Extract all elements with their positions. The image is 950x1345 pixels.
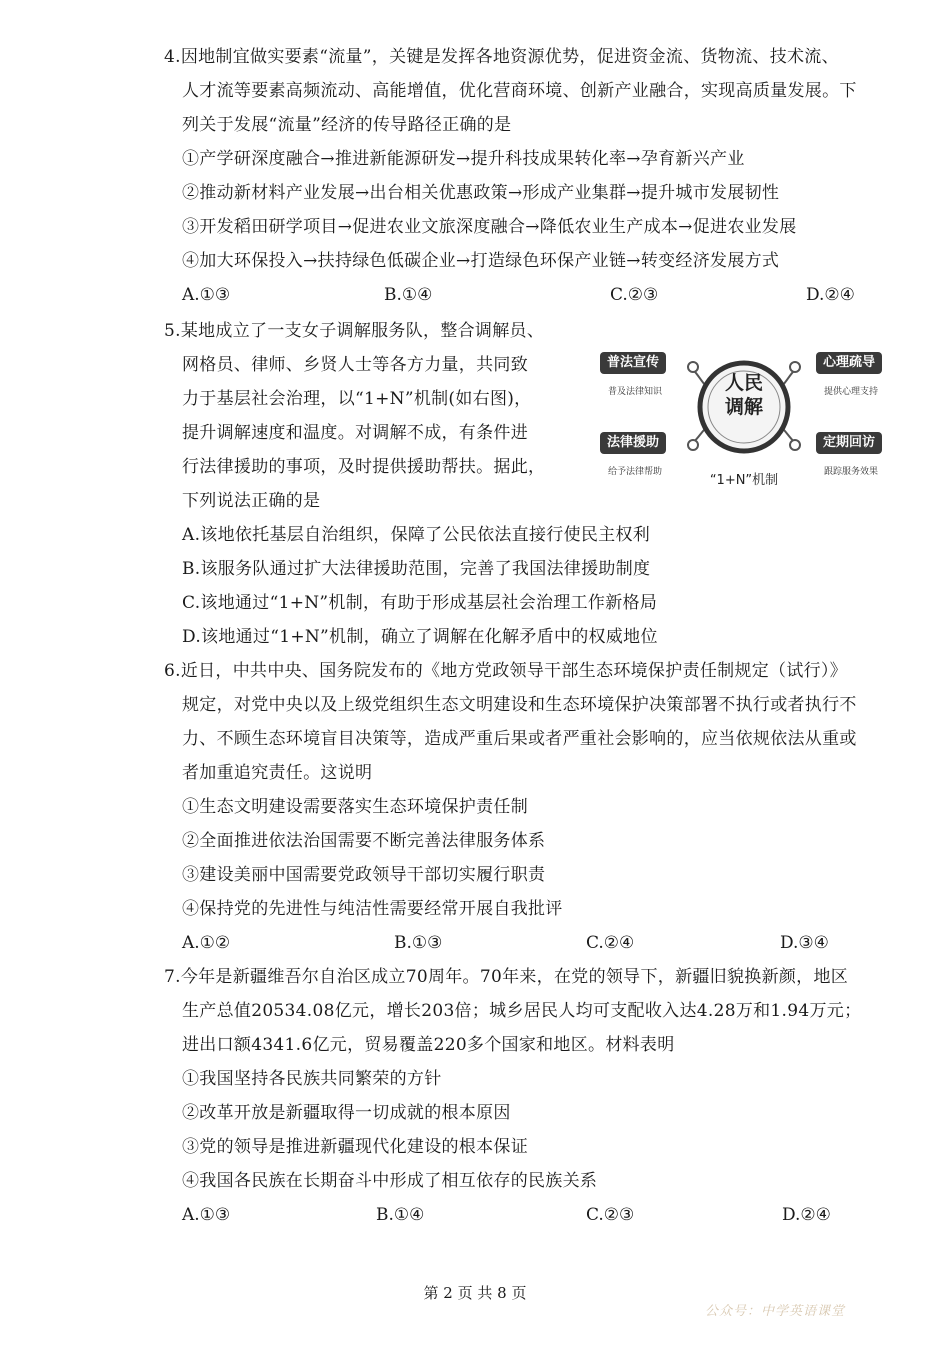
q5-option-a: A.该地依托基层自治组织，保障了公民依法直接行使民主权利	[182, 525, 651, 545]
q7-option-d: D.②④	[782, 1205, 831, 1225]
q4-stem-line-2: 人才流等要素高频流动、高能增值，优化营商环境、创新产业融合，实现高质量发展。下	[182, 81, 857, 101]
q5-option-b: B.该服务队通过扩大法律援助范围，完善了我国法律援助制度	[182, 559, 651, 579]
q7-stem-line-2: 生产总值20534.08亿元，增长203倍；城乡居民人均可支配收入达4.28万和1.94万元；	[182, 1001, 862, 1021]
diagram-node-psych-counsel: 心理疏导	[816, 352, 882, 374]
q6-stem-line-3: 力、不顾生态环境盲目决策等，造成严重后果或者严重社会影响的，应当依规依法从重或	[182, 729, 857, 749]
q5-stem-line-3: 力于基层社会治理，以“1+N”机制(如右图)，	[182, 389, 532, 409]
mediation-mechanism-diagram	[588, 340, 900, 500]
q4-item-4: ④加大环保投入→扶持绿色低碳企业→打造绿色环保产业链→转变经济发展方式	[182, 251, 780, 271]
q5-stem-line-1: 5.某地成立了一支女子调解服务队，整合调解员、	[164, 321, 545, 341]
q5-stem-line-6: 下列说法正确的是	[182, 491, 321, 511]
diagram-node-legal-aid-sub: 给予法律帮助	[608, 467, 663, 477]
diagram-node-law-promotion: 普法宣传	[600, 352, 666, 374]
diagram-node-psych-counsel-sub: 提供心理支持	[824, 387, 879, 397]
diagram-center-line-2: 调解	[724, 396, 763, 418]
q4-option-c: C.②③	[610, 285, 659, 305]
q4-option-a: A.①③	[182, 285, 231, 305]
page-number-footer: 第 2 页 共 8 页	[423, 1284, 527, 1302]
diagram-node-follow-up: 定期回访	[816, 432, 882, 454]
diagram-node-follow-up-sub: 跟踪服务效果	[824, 467, 879, 477]
q6-option-a: A.①②	[182, 933, 231, 953]
q4-item-3: ③开发稻田研学项目→促进农业文旅深度融合→降低农业生产成本→促进农业发展	[182, 217, 797, 237]
q4-option-d: D.②④	[806, 285, 855, 305]
q6-stem-line-4: 者加重追究责任。这说明	[182, 763, 373, 783]
q7-option-b: B.①④	[376, 1205, 425, 1225]
diagram-node-legal-aid: 法律援助	[600, 432, 666, 454]
q4-stem-line-1: 4.因地制宜做实要素“流量”，关键是发挥各地资源优势，促进资金流、货物流、技术流、	[164, 47, 839, 67]
q6-stem-line-2: 规定，对党中央以及上级党组织生态文明建设和生态环境保护决策部署不执行或者执行不	[182, 695, 857, 715]
diagram-center-line-1: 人民	[724, 372, 763, 394]
q4-stem-line-3: 列关于发展“流量”经济的传导路径正确的是	[182, 115, 512, 135]
q6-item-3: ③建设美丽中国需要党政领导干部切实履行职责	[182, 865, 546, 885]
q5-option-c: C.该地通过“1+N”机制，有助于形成基层社会治理工作新格局	[182, 593, 658, 613]
diagram-node-law-promotion-sub: 普及法律知识	[608, 387, 663, 397]
q7-item-3: ③党的领导是推进新疆现代化建设的根本保证	[182, 1137, 528, 1157]
q4-item-1: ①产学研深度融合→推进新能源研发→提升科技成果转化率→孕育新兴产业	[182, 149, 745, 169]
q5-stem-line-5: 行法律援助的事项，及时提供援助帮扶。据此，	[182, 457, 546, 477]
q5-stem-line-2: 网格员、律师、乡贤人士等各方力量，共同致	[182, 355, 528, 375]
q7-option-a: A.①③	[182, 1205, 231, 1225]
q6-item-1: ①生态文明建设需要落实生态环境保护责任制	[182, 797, 528, 817]
q6-item-4: ④保持党的先进性与纯洁性需要经常开展自我批评	[182, 899, 563, 919]
q6-option-c: C.②④	[586, 933, 635, 953]
diagram-center-label	[707, 371, 781, 419]
q6-stem-line-1: 6.近日，中共中央、国务院发布的《地方党政领导干部生态环境保护责任制规定（试行）》	[164, 661, 848, 681]
q7-stem-line-3: 进出口额4341.6亿元，贸易覆盖220多个国家和地区。材料表明	[182, 1035, 675, 1055]
q6-option-b: B.①③	[394, 933, 443, 953]
diagram-caption: “1+N”机制	[709, 473, 779, 488]
q4-item-2: ②推动新材料产业发展→出台相关优惠政策→形成产业集群→提升城市发展韧性	[182, 183, 780, 203]
q5-option-d: D.该地通过“1+N”机制，确立了调解在化解矛盾中的权威地位	[182, 627, 658, 647]
q7-item-1: ①我国坚持各民族共同繁荣的方针	[182, 1069, 442, 1089]
watermark-text: 公众号：中学英语课堂	[705, 1304, 846, 1319]
q7-stem-line-1: 7.今年是新疆维吾尔自治区成立70周年。70年来，在党的领导下，新疆旧貌换新颜，地区	[164, 967, 849, 987]
q6-option-d: D.③④	[780, 933, 829, 953]
q6-item-2: ②全面推进依法治国需要不断完善法律服务体系	[182, 831, 546, 851]
q7-option-c: C.②③	[586, 1205, 635, 1225]
q7-item-4: ④我国各民族在长期奋斗中形成了相互依存的民族关系	[182, 1171, 598, 1191]
q7-item-2: ②改革开放是新疆取得一切成就的根本原因	[182, 1103, 511, 1123]
q4-option-b: B.①④	[384, 285, 433, 305]
q5-stem-line-4: 提升调解速度和温度。对调解不成，有条件进	[182, 423, 528, 443]
